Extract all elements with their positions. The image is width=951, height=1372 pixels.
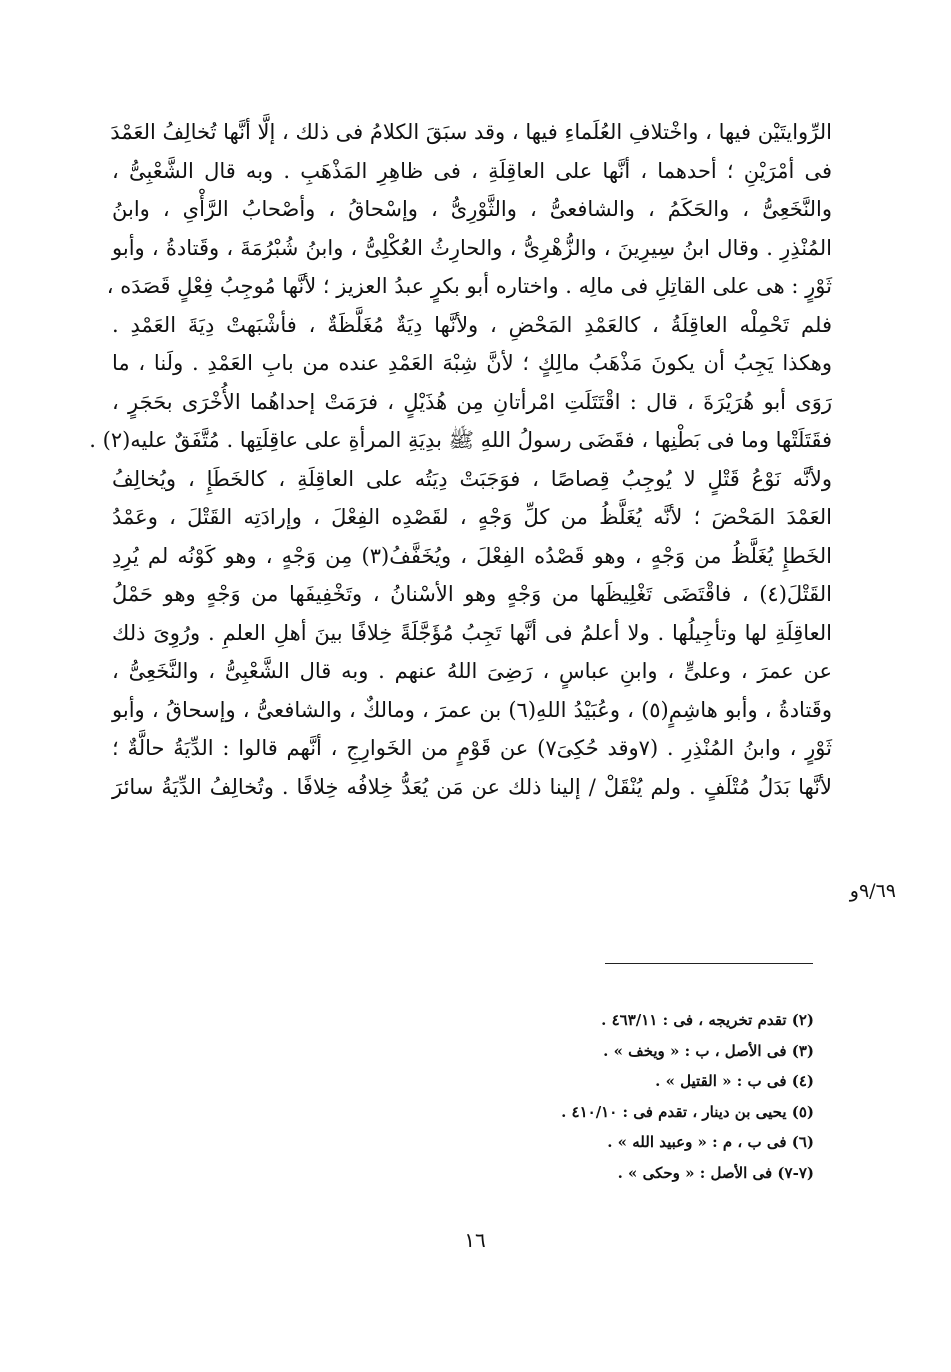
text-line: ثَوْرٍ : هى على القاتِلِ فى مالِه . واختاره أبو بكرٍ عبدُ العزيز ؛ لأنَّها مُوجِبُ فِعْلٍ قَصَدَه ، xyxy=(106,274,832,298)
manuscript-folio-marker: ٩/٦٩و xyxy=(849,880,896,902)
text-line: فقَتَلَتْها وما فى بَطْنِها ، فقَضَى رسولُ اللهِ ﷺ بدِيَةِ المرأةِ على عاقِلَتِها . مُتَّفَقٌ عليه(٢) . xyxy=(89,428,832,452)
footnote: (٧-٧) فى الأصل : « وحكى » . xyxy=(617,1163,814,1182)
footnote: (٢) تقدم تخريجه ، فى : ٤٦٣/١١ . xyxy=(601,1011,814,1029)
text-line: المُنْذِرِ . وقال ابنُ سِيرِينَ ، والزُّهْرِىُّ ، والحارِثُ العُكْلِىُّ ، وابنُ شُبْرُمَةَ ، وقَتادةُ ، وأبو xyxy=(112,235,832,260)
text-line: عن عمرَ ، وعلىٍّ ، وابنِ عباسٍ ، رَضِىَ اللهُ عنهم . وبه قال الشَّعْبِىُّ ، والنَّخَعِىُّ ، xyxy=(112,659,832,683)
text-line: العَمْدَ المَحْضَ ؛ لأنَّه يُغَلَّظُ من كلِّ وَجْهٍ ، لقَصْدِه الفِعْلَ ، وإرادَتِه القَتْلَ ، وعَمْدُ xyxy=(112,505,832,529)
main-text-block xyxy=(89,113,832,806)
footnote: (٥) يحيى بن دينار ، تقدم فى : ٤١٠/١٠ . xyxy=(561,1102,814,1121)
footnote: (٦) فى ب ، م : « وعبيد الله » . xyxy=(607,1133,814,1151)
text-line: الخَطإِ يُغَلَّظُ من وَجْهٍ ، وهو قَصْدُه الفِعْلَ ، ويُخَفَّفُ(٣) مِن وَجْهٍ ، وهو كَوْنُه لم يُرِدِ xyxy=(112,543,832,568)
footnote: (٤) فى ب : « القتيل » . xyxy=(655,1072,814,1090)
footnote-divider xyxy=(605,963,813,964)
text-line: ولأنَّه نَوْعُ قَتْلٍ لا يُوجِبُ قِصاصًا ، فوَجَبَتْ دِيَتُه على العاقِلَةِ ، كالخَطَإِ ، ويُخالِفُ xyxy=(112,466,832,491)
text-line: والنَّخَعِىُّ ، والحَكَمُ ، والشافعىُّ ، والثَّوْرِىُّ ، وإسْحاقُ ، وأصْحابُ الرَّأْىِ ، وابنُ xyxy=(112,197,832,221)
text-line: رَوَى أبو هُرَيْرَةَ ، قال : اقْتَتَلَتِ امْرأتانِ مِن هُذَيْلٍ ، فرَمَتْ إحداهُما الأُخْرَى بحَجَرٍ ، xyxy=(112,389,832,414)
text-line: وهكذا يَجِبُ أن يكونَ مَذْهَبُ مالِكٍ ؛ لأنَّ شِبْهَ العَمْدِ عنده من بابِ العَمْدِ . ولَنا ، ما xyxy=(112,351,832,375)
footnotes-list xyxy=(360,1005,814,1188)
text-line: فى أمْرَيْنِ ؛ أحدهما ، أنَّها على العاقِلَةِ ، فى ظاهِرِ المَذْهَبِ . وبه قال الشَّعْبِىُّ ، xyxy=(112,158,832,183)
text-line: فلم تَحْمِلْه العاقِلَةُ ، كالعَمْدِ المَحْضِ ، ولأنَّها دِيَةٌ مُغَلَّظَةٌ ، فأشْبَهتْ دِيَةَ العَمْدِ . xyxy=(112,312,832,337)
text-line: لأنَّها بَدَلُ مُتْلَفٍ . ولم يُنْقَلْ / إلينا ذلك عن مَن يُعَدُّ خِلافُه خِلافًا . وتُخالِفُ الدِّيَةُ سائرَ xyxy=(112,774,832,799)
text-line: الرِّوايتَيْن فيها ، واخْتلافِ العُلَماءِ فيها ، وقد سبَقَ الكلامُ فى ذلك ، إلَّا أنَّها تُخالِفُ العَمْدَ xyxy=(110,120,832,144)
page-number: ١٦ xyxy=(464,1228,486,1252)
text-line: وقَتادةُ ، وأبو هاشِمٍ(٥) ، وعُبَيْدُ اللهِ(٦) بن عمرَ ، ومالكٌ ، والشافعىُّ ، وإسحاقُ ، وأبو xyxy=(112,697,832,722)
text-line: العاقِلَةِ لها وتأجِيلُها . ولا أعلمُ فى أنَّها تَجِبُ مُؤَجَّلَةً خِلافًا بينَ أهلِ العلمِ . ورُوِىَ ذلك xyxy=(112,620,832,645)
text-line: القَتْلَ(٤) ، فاقْتَضَى تَغْلِيظَها من وَجْهٍ وهو الأسْنانُ ، وتَخْفِيفَها من وَجْهٍ وهو حَمْلُ xyxy=(112,582,832,606)
text-line: ثَوْرٍ ، وابنُ المُنْذِرِ . (٧وقد حُكِىَ٧) عن قَوْمٍ من الخَوارِجِ ، أنَّهم قالوا : الدِّيَةُ حالَّةٌ ؛ xyxy=(112,736,832,760)
footnote: (٣) فى الأصل ، ب : « ويخف » . xyxy=(603,1041,814,1060)
